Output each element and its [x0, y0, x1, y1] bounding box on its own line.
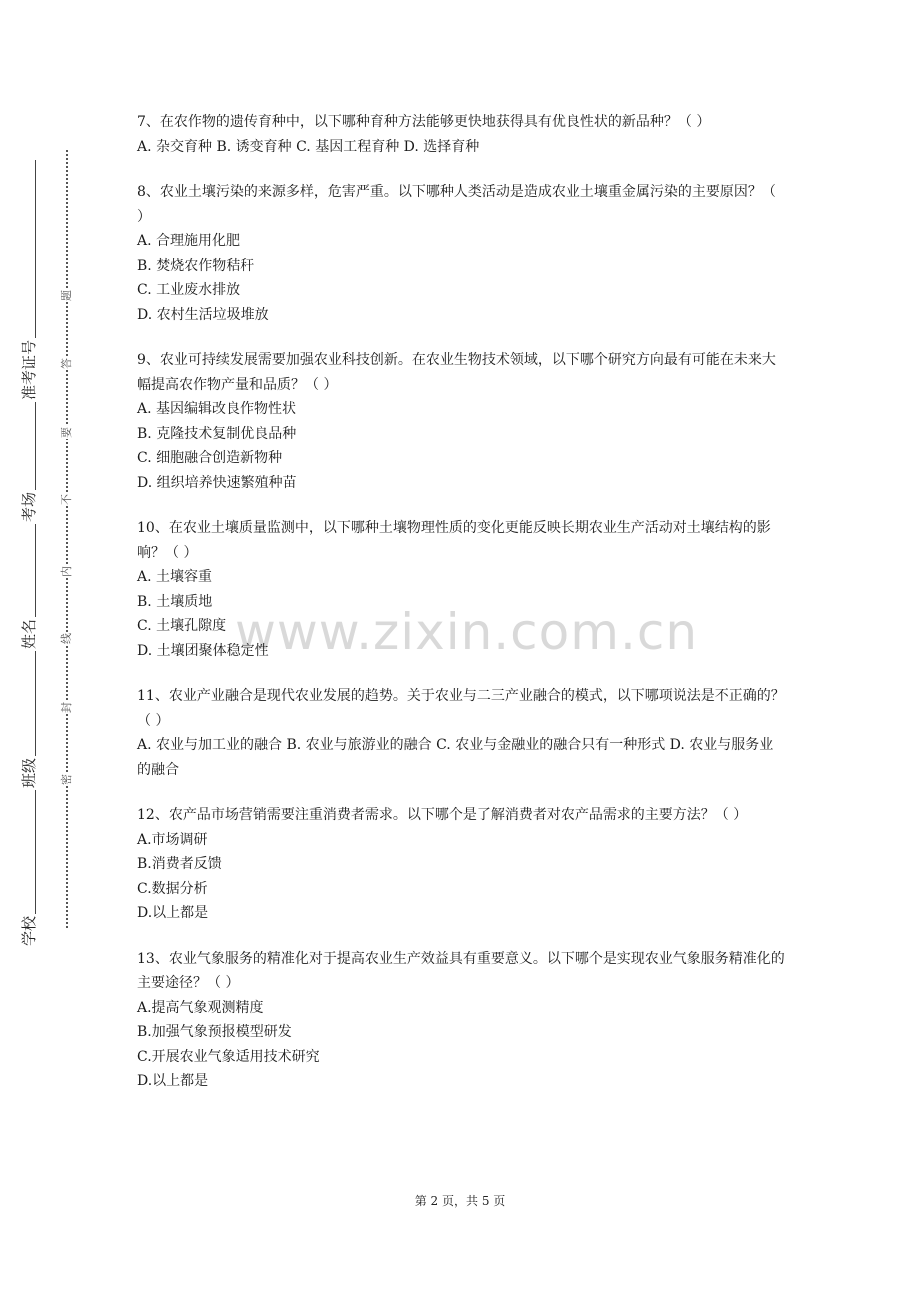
question-list	[137, 110, 787, 1115]
seal-char: 内	[60, 566, 73, 577]
question-stem: 11、农业产业融合是现代农业发展的趋势。关于农业与二三产业融合的模式，以下哪项说法是不正确的？（ ）	[137, 688, 785, 729]
school-label: 学校	[20, 915, 38, 946]
page-number: 第 2 页，共 5 页	[414, 1194, 506, 1208]
option-b: B.消费者反馈	[137, 856, 222, 872]
option-d: D. 组织培养快速繁殖种苗	[137, 474, 297, 491]
question-8	[137, 180, 787, 327]
option-c: C. 工业废水排放	[137, 282, 241, 298]
seal-char: 答	[60, 358, 73, 369]
name-label: 姓名	[20, 618, 38, 649]
question-7	[137, 110, 787, 159]
question-11	[137, 684, 787, 782]
option-a: A. 合理施用化肥	[137, 233, 241, 249]
seal-char: 题	[60, 290, 73, 301]
seal-char: 密	[60, 774, 73, 785]
option-d: D.以上都是	[137, 905, 209, 921]
option-d: D. 农村生活垃圾堆放	[137, 306, 269, 323]
binding-solid-line	[35, 160, 36, 928]
class-label: 班级	[20, 757, 38, 788]
option-d: D.以上都是	[137, 1073, 209, 1089]
watermark: www.zixin.com.cn	[235, 603, 699, 661]
question-stem: 8、农业土壤污染的来源多样，危害严重。以下哪种人类活动是造成农业土壤重金属污染的主要原因？（ ）	[137, 184, 776, 225]
option-c: C.开展农业气象适用技术研究	[137, 1048, 320, 1065]
exam-room-label: 考场	[20, 491, 38, 522]
option-c: C. 土壤孔隙度	[137, 618, 227, 634]
seal-char: 封	[60, 702, 73, 713]
option-b: B. 土壤质地	[137, 593, 213, 610]
question-stem: 7、在农作物的遗传育种中，以下哪种育种方法能够更快地获得具有优良性状的新品种？（ ）	[137, 114, 711, 130]
option-a: A. 土壤容重	[137, 569, 213, 585]
question-13	[137, 947, 787, 1094]
question-stem: 12、农产品市场营销需要注重消费者需求。以下哪个是了解消费者对农产品需求的主要方法？（ ）	[137, 807, 748, 823]
inline-options: A. 杂交育种 B. 诱变育种 C. 基因工程育种 D. 选择育种	[137, 138, 480, 155]
seal-dotted-line	[66, 150, 68, 928]
question-stem: 10、在农业土壤质量监测中，以下哪种土壤物理性质的变化更能反映长期农业生产活动对土壤结构的影响？（ ）	[137, 520, 771, 561]
seal-char: 不	[60, 494, 73, 505]
question-9	[137, 348, 787, 495]
binding-margin	[0, 0, 90, 1302]
option-c: C. 细胞融合创造新物种	[137, 450, 283, 466]
seal-char: 线	[60, 633, 73, 644]
inline-options: A. 农业与加工业的融合 B. 农业与旅游业的融合 C. 农业与金融业的融合只有一种形式 D. 农业与服务业的融合	[137, 737, 774, 778]
option-d: D. 土壤团聚体稳定性	[137, 642, 269, 659]
option-a: A. 基因编辑改良作物性状	[137, 401, 297, 417]
option-b: B. 焚烧农作物秸秆	[137, 257, 255, 274]
question-12	[137, 803, 787, 926]
option-a: A.市场调研	[137, 831, 208, 848]
question-10	[137, 516, 787, 663]
question-stem: 9、农业可持续发展需要加强农业科技创新。在农业生物技术领域，以下哪个研究方向最有可能在未来大幅提高农作物产量和品质？（ ）	[137, 352, 776, 393]
seal-char: 要	[60, 427, 73, 438]
option-b: B. 克隆技术复制优良品种	[137, 425, 297, 442]
option-c: C.数据分析	[137, 880, 208, 897]
exam-number-label: 准考证号	[20, 339, 38, 400]
option-a: A.提高气象观测精度	[137, 999, 264, 1016]
question-stem: 13、农业气象服务的精准化对于提高农业生产效益具有重要意义。以下哪个是实现农业气象服务精准化的主要途径？（ ）	[137, 950, 785, 991]
option-b: B.加强气象预报模型研发	[137, 1024, 292, 1040]
